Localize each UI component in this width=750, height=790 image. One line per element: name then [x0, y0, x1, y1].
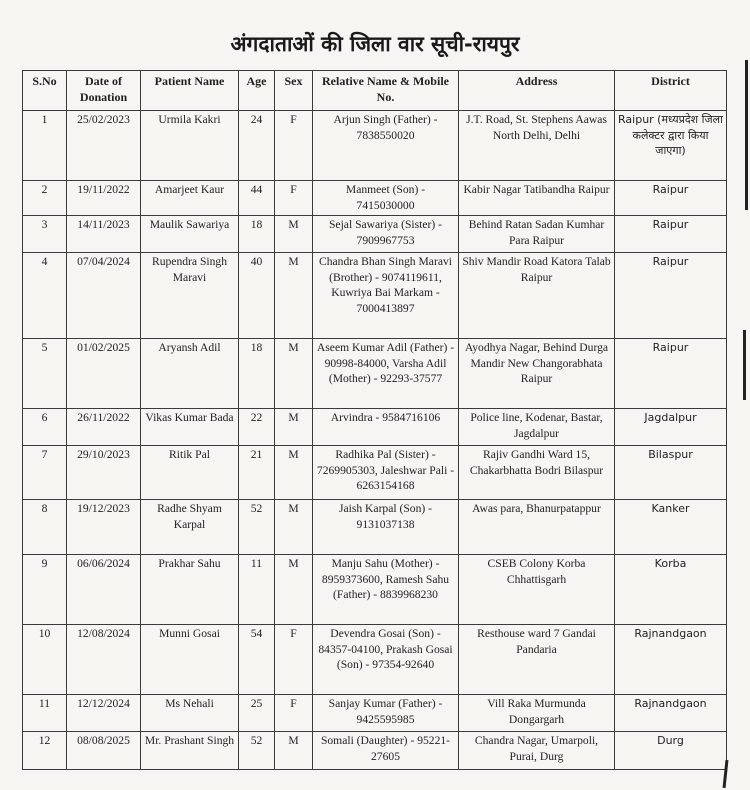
cell-patient: Prakhar Sahu — [141, 555, 239, 625]
table-row — [23, 216, 727, 253]
cell-district: Durg — [615, 732, 727, 770]
cell-sex: M — [275, 446, 313, 500]
header-sno: S.No — [23, 71, 67, 111]
cell-age: 40 — [239, 253, 275, 339]
cell-sno: 7 — [23, 446, 67, 500]
cell-address: Rajiv Gandhi Ward 15, Chakarbhatta Bodri Bilaspur — [459, 446, 615, 500]
cell-district: Raipur — [615, 253, 727, 339]
cell-sex: M — [275, 500, 313, 555]
table-row — [23, 695, 727, 732]
cell-age: 52 — [239, 500, 275, 555]
cell-address: Police line, Kodenar, Bastar, Jagdalpur — [459, 409, 615, 446]
cell-district: Jagdalpur — [615, 409, 727, 446]
cell-patient: Maulik Sawariya — [141, 216, 239, 253]
cell-address: Shiv Mandir Road Katora Talab Raipur — [459, 253, 615, 339]
table-row — [23, 446, 727, 500]
cell-district: Raipur — [615, 216, 727, 253]
cell-address: Behind Ratan Sadan Kumhar Para Raipur — [459, 216, 615, 253]
cell-district: Kanker — [615, 500, 727, 555]
cell-sno: 9 — [23, 555, 67, 625]
cell-address: CSEB Colony Korba Chhattisgarh — [459, 555, 615, 625]
cell-patient: Munni Gosai — [141, 625, 239, 695]
cell-sno: 8 — [23, 500, 67, 555]
header-age: Age — [239, 71, 275, 111]
cell-address: J.T. Road, St. Stephens Aawas North Delhi, Delhi — [459, 111, 615, 181]
cell-sex: M — [275, 409, 313, 446]
table-row — [23, 625, 727, 695]
document-title: अंगदाताओं की जिला वार सूची-रायपुर — [230, 32, 520, 56]
cell-date: 19/12/2023 — [67, 500, 141, 555]
cell-district: Raipur (मध्यप्रदेश जिला कलेक्टर द्वारा किया जाएगा) — [615, 111, 727, 181]
table-row — [23, 181, 727, 216]
cell-sno: 3 — [23, 216, 67, 253]
cell-relative: Sejal Sawariya (Sister) - 7909967753 — [313, 216, 459, 253]
cell-relative: Chandra Bhan Singh Maravi (Brother) - 9074119611, Kuwriya Bai Markam - 7000413897 — [313, 253, 459, 339]
cell-patient: Ms Nehali — [141, 695, 239, 732]
cell-patient: Rupendra Singh Maravi — [141, 253, 239, 339]
cell-sex: M — [275, 732, 313, 770]
cell-address: Chandra Nagar, Umarpoli, Purai, Durg — [459, 732, 615, 770]
header-address: Address — [459, 71, 615, 111]
scan-edge-line — [743, 330, 746, 400]
cell-relative: Manmeet (Son) - 7415030000 — [313, 181, 459, 216]
cell-sex: M — [275, 216, 313, 253]
cell-sex: M — [275, 339, 313, 409]
cell-sex: M — [275, 555, 313, 625]
cell-sno: 1 — [23, 111, 67, 181]
cell-date: 29/10/2023 — [67, 446, 141, 500]
cell-date: 14/11/2023 — [67, 216, 141, 253]
cell-sno: 11 — [23, 695, 67, 732]
cell-patient: Vikas Kumar Bada — [141, 409, 239, 446]
cell-sex: F — [275, 181, 313, 216]
cell-age: 18 — [239, 339, 275, 409]
table-row — [23, 253, 727, 339]
cell-relative: Arvindra - 9584716106 — [313, 409, 459, 446]
cell-sex: F — [275, 625, 313, 695]
cell-age: 11 — [239, 555, 275, 625]
cell-date: 26/11/2022 — [67, 409, 141, 446]
cell-date: 07/04/2024 — [67, 253, 141, 339]
cell-age: 21 — [239, 446, 275, 500]
cell-age: 22 — [239, 409, 275, 446]
cell-sex: F — [275, 695, 313, 732]
scan-edge-line — [745, 60, 748, 210]
header-district: District — [615, 71, 727, 111]
cell-age: 44 — [239, 181, 275, 216]
cell-address: Kabir Nagar Tatibandha Raipur — [459, 181, 615, 216]
cell-sno: 5 — [23, 339, 67, 409]
cell-age: 24 — [239, 111, 275, 181]
header-patient: Patient Name — [141, 71, 239, 111]
cell-district: Rajnandgaon — [615, 625, 727, 695]
cell-patient: Aryansh Adil — [141, 339, 239, 409]
cell-relative: Jaish Karpal (Son) - 9131037138 — [313, 500, 459, 555]
table-row — [23, 555, 727, 625]
cell-date: 12/08/2024 — [67, 625, 141, 695]
cell-sno: 2 — [23, 181, 67, 216]
table-row — [23, 339, 727, 409]
cell-date: 25/02/2023 — [67, 111, 141, 181]
cell-sex: M — [275, 253, 313, 339]
cell-sno: 6 — [23, 409, 67, 446]
cell-relative: Manju Sahu (Mother) - 8959373600, Ramesh Sahu (Father) - 8839968230 — [313, 555, 459, 625]
table-row — [23, 732, 727, 770]
header-sex: Sex — [275, 71, 313, 111]
cell-district: Bilaspur — [615, 446, 727, 500]
cell-address: Ayodhya Nagar, Behind Durga Mandir New Changorabhata Raipur — [459, 339, 615, 409]
cell-relative: Radhika Pal (Sister) - 7269905303, Jaleshwar Pali - 6263154168 — [313, 446, 459, 500]
cell-relative: Somali (Daughter) - 95221-27605 — [313, 732, 459, 770]
cell-sno: 12 — [23, 732, 67, 770]
cell-date: 19/11/2022 — [67, 181, 141, 216]
cell-age: 52 — [239, 732, 275, 770]
cell-date: 12/12/2024 — [67, 695, 141, 732]
cell-sno: 10 — [23, 625, 67, 695]
header-date: Date of Donation — [67, 71, 141, 111]
cell-district: Raipur — [615, 181, 727, 216]
cell-relative: Devendra Gosai (Son) - 84357-04100, Prakash Gosai (Son) - 97354-92640 — [313, 625, 459, 695]
cell-age: 18 — [239, 216, 275, 253]
cell-patient: Urmila Kakri — [141, 111, 239, 181]
cell-relative: Sanjay Kumar (Father) - 9425595985 — [313, 695, 459, 732]
cell-district: Rajnandgaon — [615, 695, 727, 732]
cell-age: 25 — [239, 695, 275, 732]
cell-date: 08/08/2025 — [67, 732, 141, 770]
cell-address: Resthouse ward 7 Gandai Pandaria — [459, 625, 615, 695]
cell-date: 06/06/2024 — [67, 555, 141, 625]
cell-patient: Ritik Pal — [141, 446, 239, 500]
table-row — [23, 111, 727, 181]
header-relative: Relative Name & Mobile No. — [313, 71, 459, 111]
cell-relative: Arjun Singh (Father) - 7838550020 — [313, 111, 459, 181]
cell-sex: F — [275, 111, 313, 181]
table-row — [23, 409, 727, 446]
cell-address: Vill Raka Murmunda Dongargarh — [459, 695, 615, 732]
header-row — [23, 71, 727, 111]
cell-district: Korba — [615, 555, 727, 625]
table-row — [23, 500, 727, 555]
cell-date: 01/02/2025 — [67, 339, 141, 409]
cell-patient: Mr. Prashant Singh — [141, 732, 239, 770]
cell-age: 54 — [239, 625, 275, 695]
cell-address: Awas para, Bhanurpatappur — [459, 500, 615, 555]
cell-patient: Radhe Shyam Karpal — [141, 500, 239, 555]
donor-table — [22, 70, 727, 770]
cell-sno: 4 — [23, 253, 67, 339]
cell-relative: Aseem Kumar Adil (Father) - 90998-84000, Varsha Adil (Mother) - 92293-37577 — [313, 339, 459, 409]
cell-district: Raipur — [615, 339, 727, 409]
cell-patient: Amarjeet Kaur — [141, 181, 239, 216]
